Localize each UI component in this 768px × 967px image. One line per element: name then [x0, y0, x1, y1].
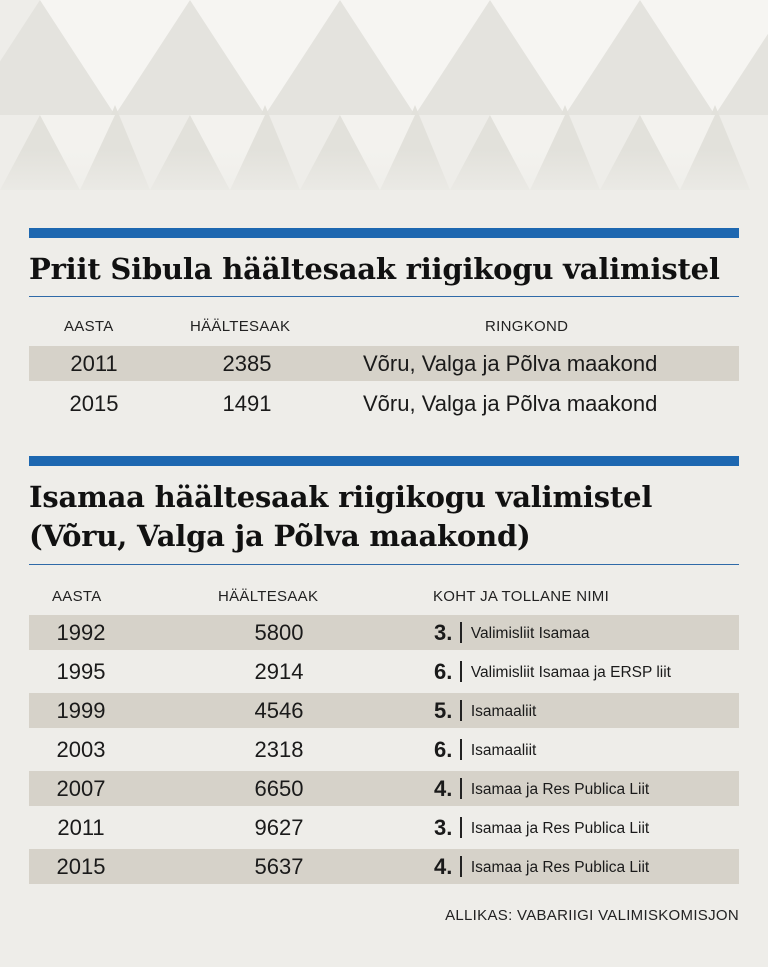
rank-label: 6. [434, 737, 453, 762]
votes-cell: 1491 [222, 391, 272, 416]
rank-label: 4. [434, 854, 453, 879]
votes-cell: 6650 [254, 776, 304, 801]
table2-title-line2: (Võru, Valga ja Põlva maakond) [29, 519, 531, 553]
table2-row [29, 732, 739, 767]
separator [460, 700, 462, 721]
title-underline [29, 296, 739, 297]
section-divider [29, 228, 739, 238]
party-name: Isamaaliit [470, 741, 537, 759]
table2-header-year: AASTA [52, 588, 102, 605]
votes-cell: 4546 [254, 698, 304, 723]
votes-cell: 2385 [222, 351, 272, 376]
table1-header-votes: HÄÄLTESAAK [190, 318, 291, 335]
party-name: Valimisliit Isamaa ja ERSP liit [470, 663, 671, 681]
separator [460, 778, 462, 799]
year-cell: 2011 [70, 351, 118, 376]
place-cell [434, 771, 649, 806]
party-name: Isamaa ja Res Publica Liit [470, 780, 650, 798]
year-cell: 2015 [69, 391, 119, 416]
place-cell [434, 693, 536, 728]
table2-row [29, 771, 739, 806]
rank-label: 3. [434, 815, 453, 840]
table2-header-place: KOHT JA TOLLANE NIMI [433, 588, 610, 605]
year-cell: 1995 [56, 659, 106, 684]
source-credit: ALLIKAS: VABARIIGI VALIMISKOMISJON [445, 907, 739, 924]
table1-header-year: AASTA [64, 318, 114, 335]
rank-label: 4. [434, 776, 453, 801]
title-underline [29, 564, 739, 565]
year-cell: 2007 [56, 776, 106, 801]
year-cell: 2011 [57, 815, 105, 840]
district-cell: Võru, Valga ja Põlva maakond [363, 351, 658, 376]
triangle-pattern-background [0, 0, 768, 205]
place-cell [434, 849, 649, 884]
table2-row [29, 615, 739, 650]
table2-row [29, 849, 739, 884]
place-cell [434, 810, 649, 845]
rank-label: 3. [434, 620, 453, 645]
party-name: Valimisliit Isamaa [470, 624, 590, 642]
table2-row [29, 654, 739, 689]
table1-row [29, 346, 739, 381]
votes-cell: 9627 [254, 815, 304, 840]
year-cell: 1999 [56, 698, 106, 723]
party-name: Isamaaliit [470, 702, 537, 720]
table2-row [29, 810, 739, 845]
separator [460, 739, 462, 760]
separator [460, 661, 462, 682]
year-cell: 2015 [56, 854, 106, 879]
section-divider [29, 456, 739, 466]
table1-header-district: RINGKOND [485, 318, 569, 335]
separator [460, 622, 462, 643]
place-cell [434, 654, 671, 689]
rank-label: 6. [434, 659, 453, 684]
votes-cell: 2318 [254, 737, 304, 762]
separator [460, 856, 462, 877]
place-cell [434, 732, 536, 767]
party-name: Isamaa ja Res Publica Liit [470, 858, 650, 876]
votes-cell: 5800 [254, 620, 304, 645]
table2-title-line1: Isamaa häältesaak riigikogu valimistel [29, 480, 653, 514]
year-cell: 1992 [56, 620, 106, 645]
table2-header-votes: HÄÄLTESAAK [218, 588, 319, 605]
district-cell: Võru, Valga ja Põlva maakond [363, 391, 658, 416]
votes-cell: 5637 [254, 854, 304, 879]
table2-row [29, 693, 739, 728]
year-cell: 2003 [56, 737, 106, 762]
party-name: Isamaa ja Res Publica Liit [470, 819, 650, 837]
place-cell [434, 615, 589, 650]
votes-cell: 2914 [254, 659, 304, 684]
table1-row [29, 386, 739, 421]
rank-label: 5. [434, 698, 453, 723]
table1-title: Priit Sibula häältesaak riigikogu valimistel [29, 252, 720, 286]
separator [460, 817, 462, 838]
